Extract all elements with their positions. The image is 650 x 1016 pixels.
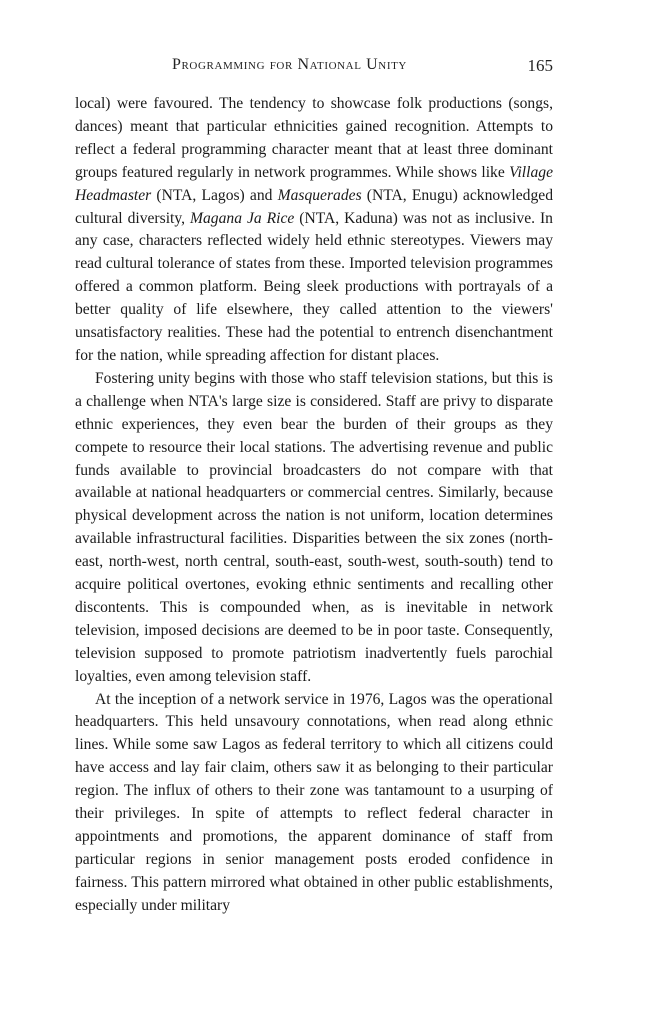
text-segment: (NTA, Lagos) and	[151, 186, 278, 204]
paragraph-3	[75, 689, 553, 918]
text-segment: Fostering unity begins with those who staff television stations, but this is a challenge when NTA's large size is considered. Staff are privy to disparate ethnic experiences, they even bear the burden of their groups as they compete to resource their local stations. The advertising revenue and public funds available to provincial broadcasters do not compare with that available at national headquarters or commercial centres. Similarly, because physical development across the nation is not uniform, location determines available infrastructural facilities. Disparities between the six zones (north-east, north-west, north central, south-east, south-west, south-south) tend to acquire political overtones, evoking ethnic sentiments and recalling other discontents. This is compounded when, as is inevitable in network television, imposed decisions are deemed to be in poor taste. Consequently, television supposed to promote patriotism inadvertently fuels parochial loyalties, even among television staff.	[75, 369, 553, 685]
programme-title-magana-ja-rice: Magana Ja Rice	[190, 209, 295, 227]
text-segment: local) were favoured. The tendency to showcase folk productions (songs, dances) meant that particular ethnicities gained recognition. Attempts to reflect a federal programming character meant that at least three dominant groups featured regularly in network programmes. While shows like	[75, 95, 553, 181]
page-number: 165	[527, 56, 553, 75]
text-segment: (NTA, Enugu) acknowledged cultural diversity,	[75, 186, 553, 227]
body-text	[75, 93, 553, 918]
paragraph-1	[75, 93, 553, 368]
text-segment: (NTA, Kaduna) was not as inclusive. In any case, characters reflected widely held ethnic stereotypes. Viewers may read cultural tolerance of states from these. Imported television programmes offered a common platform. Being sleek productions with portrayals of a better quality of life elsewhere, they called attention to the viewers' unsatisfactory realities. These had the potential to entrench disenchantment for the nation, while spreading affection for distant places.	[75, 209, 553, 364]
programme-title-village-headmaster: Village Headmaster	[75, 163, 553, 204]
paragraph-2	[75, 368, 553, 689]
running-head	[75, 56, 553, 80]
text-segment: At the inception of a network service in 1976, Lagos was the operational headquarters. This held unsavoury connotations, when read along ethnic lines. While some saw Lagos as federal territory to which all citizens could have access and lay fair claim, others saw it as belonging to their particular region. The influx of others to their zone was tantamount to a usurping of their privileges. In spite of attempts to reflect federal character in appointments and promotions, the apparent dominance of staff from particular regions in senior management posts eroded confidence in fairness. This pattern mirrored what obtained in other public establishments, especially under military	[75, 690, 553, 914]
running-title: Programming for National Unity	[172, 56, 407, 73]
programme-title-masquerades: Masquerades	[277, 186, 362, 204]
